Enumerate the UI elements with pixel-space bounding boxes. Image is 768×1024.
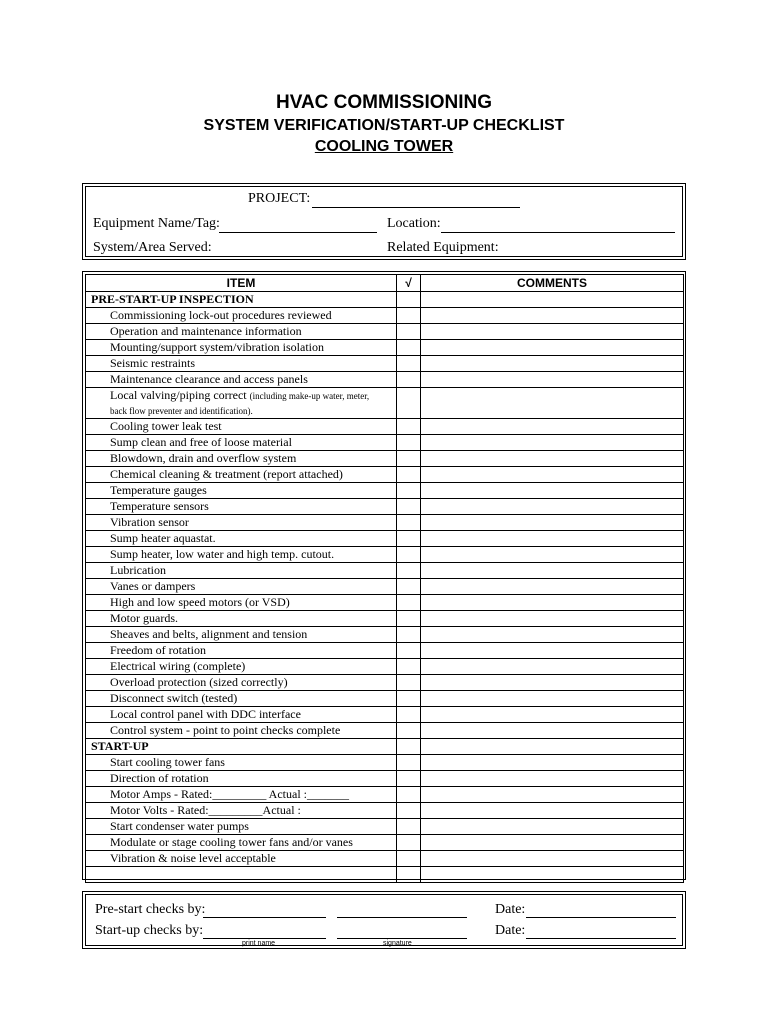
checklist-item-label: Local valving/piping correct bbox=[110, 388, 247, 402]
check-cell[interactable] bbox=[397, 643, 421, 659]
comment-cell[interactable] bbox=[421, 707, 684, 723]
system-label: System/Area Served: bbox=[93, 240, 212, 255]
related-field[interactable] bbox=[497, 256, 675, 257]
checklist-row bbox=[86, 595, 684, 611]
checklist-row bbox=[86, 563, 684, 579]
print-name-caption: print name bbox=[242, 940, 276, 947]
startup-date-label: Date: bbox=[495, 923, 526, 938]
checklist-row bbox=[86, 547, 684, 563]
checklist-row bbox=[86, 835, 684, 851]
signature-caption: signature bbox=[383, 940, 412, 947]
prestart-date-label: Date: bbox=[495, 902, 526, 917]
comment-cell[interactable] bbox=[421, 835, 684, 851]
checklist-row bbox=[86, 388, 684, 419]
valving-note: (including make-up water, meter, bbox=[249, 391, 370, 401]
section-title-startup: START-UP bbox=[86, 739, 397, 755]
title-sub: SYSTEM VERIFICATION/START-UP CHECKLIST bbox=[203, 117, 565, 134]
check-cell[interactable] bbox=[397, 372, 421, 388]
blank-item-cell[interactable] bbox=[86, 867, 397, 883]
check-cell[interactable] bbox=[397, 531, 421, 547]
comment-cell[interactable] bbox=[421, 627, 684, 643]
checklist-item: Sump clean and free of loose material bbox=[86, 435, 397, 451]
comment-cell[interactable] bbox=[421, 547, 684, 563]
check-cell[interactable] bbox=[397, 611, 421, 627]
checklist-item: Vibration & noise level acceptable bbox=[86, 851, 397, 867]
checklist-item: Motor Amps - Rated:_________ Actual :_______ bbox=[86, 787, 397, 803]
comment-cell[interactable] bbox=[421, 691, 684, 707]
checklist-row bbox=[86, 851, 684, 867]
check-cell[interactable] bbox=[397, 579, 421, 595]
checklist-row bbox=[86, 643, 684, 659]
checklist-item: Overload protection (sized correctly) bbox=[86, 675, 397, 691]
checklist-item: Maintenance clearance and access panels bbox=[86, 372, 397, 388]
comment-cell[interactable] bbox=[421, 499, 684, 515]
startup-signature-field[interactable] bbox=[337, 938, 467, 939]
checklist-item: Seismic restraints bbox=[86, 356, 397, 372]
checklist-item: Vanes or dampers bbox=[86, 579, 397, 595]
checklist-row bbox=[86, 787, 684, 803]
comment-cell[interactable] bbox=[421, 531, 684, 547]
check-cell[interactable] bbox=[397, 675, 421, 691]
check-cell[interactable] bbox=[397, 819, 421, 835]
checklist-row bbox=[86, 691, 684, 707]
comment-cell[interactable] bbox=[421, 787, 684, 803]
checklist-item: Temperature gauges bbox=[86, 483, 397, 499]
signoff-inner bbox=[85, 894, 683, 946]
check-cell[interactable] bbox=[397, 771, 421, 787]
checklist-item: Blowdown, drain and overflow system bbox=[86, 451, 397, 467]
checklist-row bbox=[86, 451, 684, 467]
comment-cell[interactable] bbox=[421, 851, 684, 867]
check-cell[interactable] bbox=[397, 308, 421, 324]
checklist-row bbox=[86, 819, 684, 835]
col-item-header: ITEM bbox=[86, 275, 397, 292]
checklist-row bbox=[86, 467, 684, 483]
checklist-body bbox=[86, 292, 684, 883]
checklist-item: Temperature sensors bbox=[86, 499, 397, 515]
checklist-row bbox=[86, 435, 684, 451]
checklist-row bbox=[86, 499, 684, 515]
project-field[interactable] bbox=[312, 207, 520, 208]
equipment-label: Equipment Name/Tag: bbox=[93, 216, 220, 231]
check-cell[interactable] bbox=[397, 499, 421, 515]
comment-cell[interactable] bbox=[421, 515, 684, 531]
comment-cell[interactable] bbox=[421, 340, 684, 356]
check-cell[interactable] bbox=[397, 515, 421, 531]
signoff-box bbox=[82, 891, 686, 949]
checklist-row bbox=[86, 579, 684, 595]
project-label: PROJECT: bbox=[248, 191, 311, 206]
checklist-row bbox=[86, 372, 684, 388]
checklist-row bbox=[86, 340, 684, 356]
comment-cell[interactable] bbox=[421, 435, 684, 451]
comment-cell[interactable] bbox=[421, 356, 684, 372]
checklist-row bbox=[86, 531, 684, 547]
prestart-name-field[interactable] bbox=[203, 917, 326, 918]
checklist-row bbox=[86, 515, 684, 531]
checklist-item: Local control panel with DDC interface bbox=[86, 707, 397, 723]
project-info-inner bbox=[85, 186, 683, 257]
checklist-item: Control system - point to point checks complete bbox=[86, 723, 397, 739]
valving-note-cont: back flow preventer and identification). bbox=[110, 406, 253, 416]
checklist-item: Electrical wiring (complete) bbox=[86, 659, 397, 675]
location-label: Location: bbox=[387, 216, 441, 231]
checklist-item: Mounting/support system/vibration isolation bbox=[86, 340, 397, 356]
title-main: HVAC COMMISSIONING bbox=[275, 92, 493, 113]
prestart-date-field[interactable] bbox=[526, 917, 676, 918]
check-cell[interactable] bbox=[397, 867, 421, 883]
check-cell[interactable] bbox=[397, 803, 421, 819]
check-cell[interactable] bbox=[397, 723, 421, 739]
startup-date-field[interactable] bbox=[526, 938, 676, 939]
comment-cell[interactable] bbox=[421, 563, 684, 579]
checklist-item: High and low speed motors (or VSD) bbox=[86, 595, 397, 611]
checklist-item: Start cooling tower fans bbox=[86, 755, 397, 771]
comment-cell[interactable] bbox=[421, 755, 684, 771]
comment-cell[interactable] bbox=[421, 419, 684, 435]
checklist-item: Motor guards. bbox=[86, 611, 397, 627]
check-cell[interactable] bbox=[397, 292, 421, 308]
checklist-item: Commissioning lock-out procedures reviewed bbox=[86, 308, 397, 324]
comment-cell[interactable] bbox=[421, 451, 684, 467]
comment-cell[interactable] bbox=[421, 739, 684, 755]
checklist-item: Motor Volts - Rated:_________Actual : bbox=[86, 803, 397, 819]
checklist-item: Disconnect switch (tested) bbox=[86, 691, 397, 707]
checklist-row bbox=[86, 419, 684, 435]
comment-cell[interactable] bbox=[421, 611, 684, 627]
section-row-startup bbox=[86, 739, 684, 755]
check-cell[interactable] bbox=[397, 851, 421, 867]
check-cell[interactable] bbox=[397, 388, 421, 419]
comment-cell[interactable] bbox=[421, 819, 684, 835]
checklist-item: Sump heater aquastat. bbox=[86, 531, 397, 547]
checklist-row bbox=[86, 611, 684, 627]
location-field[interactable] bbox=[441, 232, 675, 233]
checklist-item: Vibration sensor bbox=[86, 515, 397, 531]
checklist-box bbox=[82, 271, 686, 880]
checklist-item bbox=[86, 388, 397, 419]
checklist-row bbox=[86, 483, 684, 499]
check-cell[interactable] bbox=[397, 835, 421, 851]
check-cell[interactable] bbox=[397, 483, 421, 499]
checklist-item: Chemical cleaning & treatment (report attached) bbox=[86, 467, 397, 483]
checklist-row bbox=[86, 627, 684, 643]
prestart-label: Pre-start checks by: bbox=[95, 902, 206, 917]
check-cell[interactable] bbox=[397, 627, 421, 643]
col-check-header: √ bbox=[397, 275, 421, 292]
checklist-item: Sheaves and belts, alignment and tension bbox=[86, 627, 397, 643]
project-info-box bbox=[82, 183, 686, 260]
system-field[interactable] bbox=[210, 256, 377, 257]
checklist-item: Lubrication bbox=[86, 563, 397, 579]
checklist-row bbox=[86, 659, 684, 675]
comment-cell[interactable] bbox=[421, 388, 684, 419]
check-cell[interactable] bbox=[397, 467, 421, 483]
checklist-item: Modulate or stage cooling tower fans and/or vanes bbox=[86, 835, 397, 851]
check-cell[interactable] bbox=[397, 451, 421, 467]
checklist-item: Direction of rotation bbox=[86, 771, 397, 787]
comment-cell[interactable] bbox=[421, 595, 684, 611]
comment-cell[interactable] bbox=[421, 483, 684, 499]
comment-cell[interactable] bbox=[421, 292, 684, 308]
checklist-row bbox=[86, 707, 684, 723]
check-cell[interactable] bbox=[397, 340, 421, 356]
related-label: Related Equipment: bbox=[387, 240, 499, 255]
check-cell[interactable] bbox=[397, 691, 421, 707]
checklist-row bbox=[86, 723, 684, 739]
title-equipment: COOLING TOWER bbox=[314, 138, 454, 155]
comment-cell[interactable] bbox=[421, 643, 684, 659]
check-cell[interactable] bbox=[397, 755, 421, 771]
startup-label: Start-up checks by: bbox=[95, 923, 204, 938]
checklist-item: Sump heater, low water and high temp. cutout. bbox=[86, 547, 397, 563]
section-title-prestart: PRE-START-UP INSPECTION bbox=[86, 292, 397, 308]
comment-cell[interactable] bbox=[421, 467, 684, 483]
check-cell[interactable] bbox=[397, 739, 421, 755]
checklist-row bbox=[86, 771, 684, 787]
comment-cell[interactable] bbox=[421, 579, 684, 595]
prestart-signature-field[interactable] bbox=[337, 917, 467, 918]
check-cell[interactable] bbox=[397, 563, 421, 579]
comment-cell[interactable] bbox=[421, 324, 684, 340]
equipment-field[interactable] bbox=[219, 232, 377, 233]
checklist-row bbox=[86, 356, 684, 372]
check-cell[interactable] bbox=[397, 419, 421, 435]
checklist-row bbox=[86, 755, 684, 771]
checklist-row bbox=[86, 324, 684, 340]
comment-cell[interactable] bbox=[421, 867, 684, 883]
comment-cell[interactable] bbox=[421, 659, 684, 675]
checklist-row bbox=[86, 803, 684, 819]
col-comments-header: COMMENTS bbox=[421, 275, 684, 292]
check-cell[interactable] bbox=[397, 547, 421, 563]
check-cell[interactable] bbox=[397, 356, 421, 372]
comment-cell[interactable] bbox=[421, 372, 684, 388]
checklist-row bbox=[86, 675, 684, 691]
comment-cell[interactable] bbox=[421, 803, 684, 819]
comment-cell[interactable] bbox=[421, 723, 684, 739]
comment-cell[interactable] bbox=[421, 675, 684, 691]
checklist-item: Start condenser water pumps bbox=[86, 819, 397, 835]
comment-cell[interactable] bbox=[421, 308, 684, 324]
check-cell[interactable] bbox=[397, 324, 421, 340]
checklist-item: Operation and maintenance information bbox=[86, 324, 397, 340]
checklist-item: Freedom of rotation bbox=[86, 643, 397, 659]
checklist-item: Cooling tower leak test bbox=[86, 419, 397, 435]
check-cell[interactable] bbox=[397, 595, 421, 611]
check-cell[interactable] bbox=[397, 659, 421, 675]
checklist-row bbox=[86, 308, 684, 324]
checklist-table bbox=[85, 274, 684, 883]
blank-row bbox=[86, 867, 684, 883]
check-cell[interactable] bbox=[397, 787, 421, 803]
startup-name-field[interactable] bbox=[203, 938, 326, 939]
check-cell[interactable] bbox=[397, 435, 421, 451]
table-header-row bbox=[86, 275, 684, 292]
comment-cell[interactable] bbox=[421, 771, 684, 787]
section-row-prestart bbox=[86, 292, 684, 308]
check-cell[interactable] bbox=[397, 707, 421, 723]
